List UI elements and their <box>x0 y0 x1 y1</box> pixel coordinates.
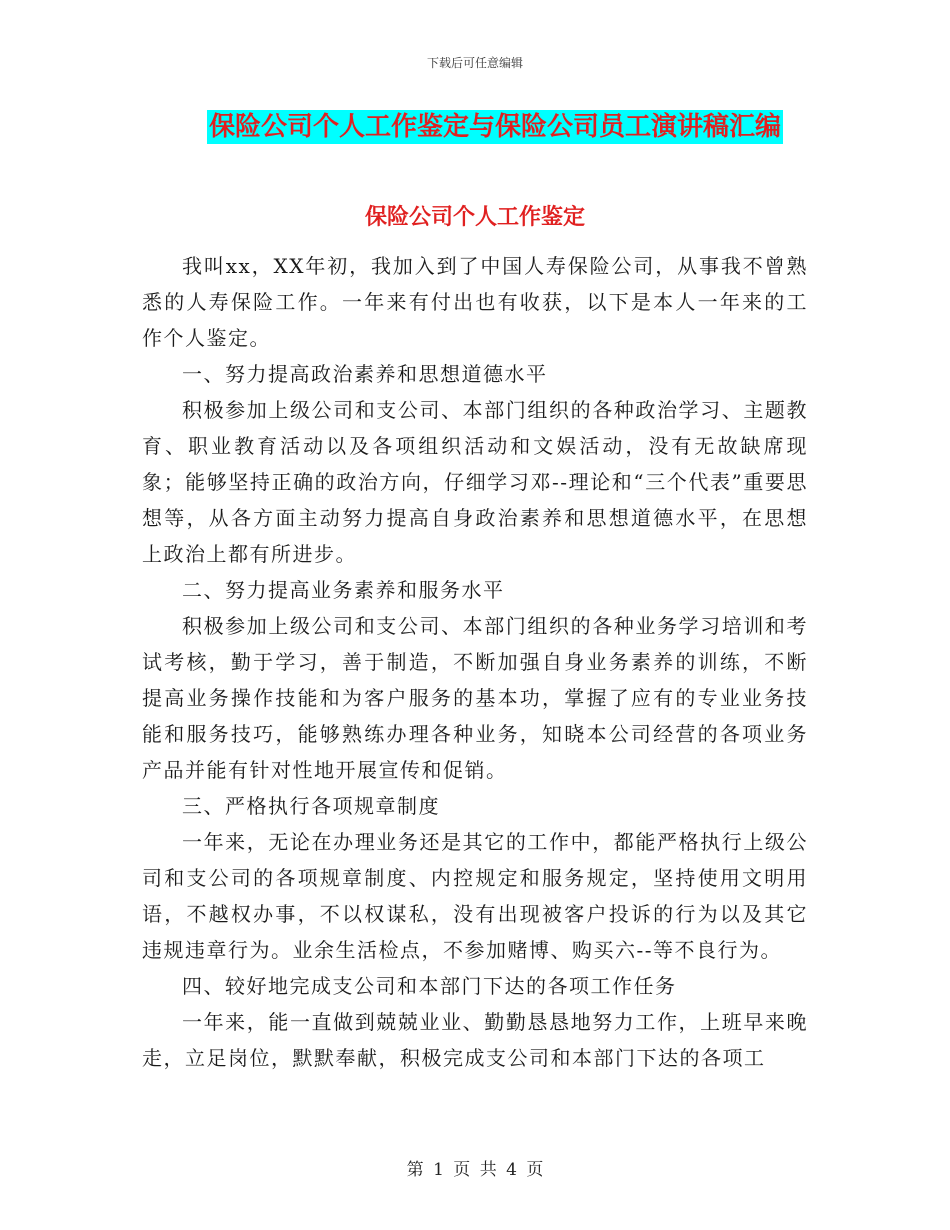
header-note: 下载后可任意编辑 <box>426 56 523 70</box>
document-main-title: 保险公司个人工作鉴定与保险公司员工演讲稿汇编 <box>209 112 782 142</box>
document-body <box>142 248 808 1076</box>
section-heading-1: 一、努力提高政治素养和思想道德水平 <box>182 362 548 386</box>
paragraph-section-2: 积极参加上级公司和支公司、本部门组织的各种业务学习培训和考试考核，勤于学习，善于制造，不断加强自身业务素养的训练，不断提高业务操作技能和为客户服务的基本功，掌握了应有的专业业务技能和服务技巧，能够熟练办理各种业务，知晓本公司经营的各项业务产品并能有针对性地开展宣传和促销。 <box>142 614 808 782</box>
paragraph-section-4: 一年来，能一直做到兢兢业业、勤勤恳恳地努力工作，上班早来晚走，立足岗位，默默奉献，积极完成支公司和本部门下达的各项工 <box>142 1010 808 1070</box>
section-heading-4: 四、较好地完成支公司和本部门下达的各项工作任务 <box>182 974 677 998</box>
paragraph-section-1: 积极参加上级公司和支公司、本部门组织的各种政治学习、主题教育、职业教育活动以及各项组织活动和文娱活动，没有无故缺席现象；能够坚持正确的政治方向，仔细学习邓--理论和“三个代表”重要思想等，从各方面主动努力提高自身政治素养和思想道德水平，在思想上政治上都有所进步。 <box>142 398 808 566</box>
paragraph-section-3: 一年来，无论在办理业务还是其它的工作中，都能严格执行上级公司和支公司的各项规章制度、内控规定和服务规定，坚持使用文明用语，不越权办事，不以权谋私，没有出现被客户投诉的行为以及其它违规违章行为。业余生活检点，不参加赌博、购买六--等不良行为。 <box>142 830 808 962</box>
paragraph-intro: 我叫xx，XX年初，我加入到了中国人寿保险公司，从事我不曾熟悉的人寿保险工作。一年来有付出也有收获，以下是本人一年来的工作个人鉴定。 <box>142 254 808 350</box>
section-heading-3: 三、严格执行各项规章制度 <box>182 794 440 818</box>
section-heading-2: 二、努力提高业务素养和服务水平 <box>182 578 505 602</box>
section-title: 保险公司个人工作鉴定 <box>364 205 585 230</box>
page-number: 第 1 页 共 4 页 <box>406 1160 544 1180</box>
